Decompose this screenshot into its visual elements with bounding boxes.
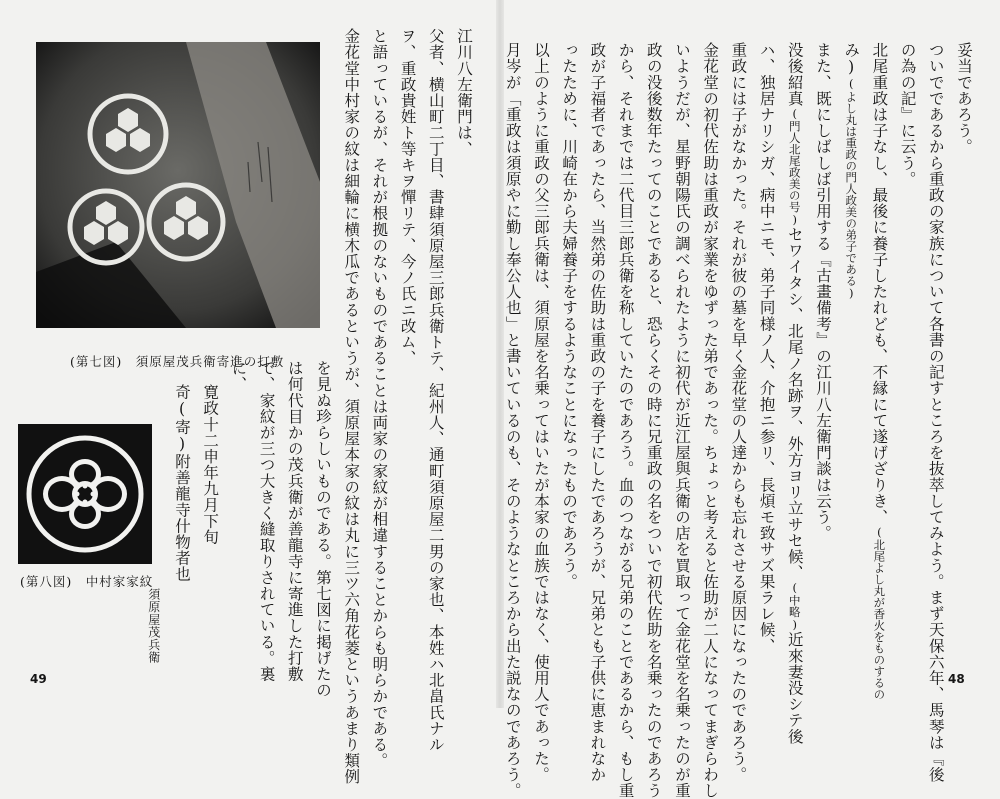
text-line: 寛政十二申年九月下旬 xyxy=(201,384,220,545)
left-page xyxy=(0,0,500,785)
figure-8-crest xyxy=(18,424,152,564)
text-line: 没後紹真(門人北尾政美の号)セワイタシ、北尾ノ名跡ヲ、外方ヨリ立サセ候、(中略)近來妻没シテ後 xyxy=(785,42,804,745)
text-line: 政が子福者であったら、当然弟の佐助は重政の子を養子にしたであろうが、兄弟とも子供に恵まれなか xyxy=(588,42,607,783)
text-line: 父者、横山町二丁目、書肆須原屋三郎兵衛トテ、紀州人、通町須原屋二男の家也、本姓ハ北畠氏ナル xyxy=(426,28,445,753)
text-line: の為の記』に云う。 xyxy=(898,42,917,187)
text-line: み)(よし丸は重政の門人政美の弟子である) xyxy=(842,42,861,301)
text-line: から、それまでは二代目三郎兵衛を称していたのであろう。血のつながる兄弟のことであるから、もし重 xyxy=(616,42,635,799)
text-line: 妥当であろう。 xyxy=(955,42,973,155)
text-line: 重政には子がなかった。それが彼の墓を早く金花堂の人達からも忘れさせる原因になったのであろう。 xyxy=(729,42,748,783)
text-line: 以上のように重政の父三郎兵衛は、須原屋を名乗ってはいたが本家の血族ではなく、使用人であった。 xyxy=(531,42,550,783)
text-line: に、 xyxy=(229,360,248,393)
text-line: 政の没後数年たってのことであると、恐らくその時に兄重政の名をついで初代佐助を名乗ったのであろう xyxy=(644,42,663,799)
right-page xyxy=(500,0,1000,799)
text-line: 金花堂中村家の紋は細輪に横木瓜であるというが、須原屋本家の紋は丸に三ツ六角花菱というあまり類例 xyxy=(342,28,361,785)
text-line: を見ぬ珍らしいものである。第七図に掲げたの xyxy=(313,360,332,699)
text-line: ったために、川崎在から夫婦養子をするようなことになったものであろう。 xyxy=(560,42,579,590)
figure-7-caption: (第七図) 須原屋茂兵衛寄進の打敷 xyxy=(70,354,285,369)
text-line: で、家紋が三つ大きく縫取りされている。裏 xyxy=(257,360,276,682)
text-line: ヲ、重政貴姓ト等キヲ憚リテ、今ノ氏ニ改ム、 xyxy=(398,28,417,367)
text-line: ついでであるから重政の家族について各書の記すところを抜萃してみよう。まず天保六年、馬琴は『後 xyxy=(926,42,945,783)
text-line: 須原屋茂兵衛 xyxy=(146,588,161,664)
text-line: 金花堂の初代佐助は重政が家業をゆずった弟であった。ちょっと考えると佐助が二人になってまぎらわし xyxy=(701,42,720,799)
text-line: ハ、独居ナリシガ、病中ニモ、弟子同様ノ人、介抱ニ参リ、長煩モ致サズ果ラレ候、 xyxy=(757,42,776,654)
page-number: 49 xyxy=(30,672,47,686)
text-line: また、既にしばしば引用する『古畫備考』の江川八左衛門談は云う。 xyxy=(813,42,832,542)
page-number: 48 xyxy=(948,672,965,686)
text-line: 北尾重政は子なし、最後に養子したれども、不縁にて遂げざりき、(北尾よし丸が香火をものするの xyxy=(870,42,889,700)
text-line: 月岑が「重政は須原やに勤し奉公人也」と書いているのも、そのようなところから出た説なのであろう。 xyxy=(503,42,522,799)
text-line: 江川八左衛門は、 xyxy=(455,28,473,157)
text-line: と語っているが、それが根拠のないものであることは両家の家紋が相違することからも明らかである。 xyxy=(370,28,389,769)
text-line: いようだが、星野朝陽氏の調べられたように初代が近江屋與兵衛の店を買取って金花堂を名乗ったのが重 xyxy=(672,42,691,799)
figure-8-caption: (第八図) 中村家家紋 xyxy=(20,574,154,589)
text-line: は何代目かの茂兵衛が善龍寺に寄進した打敷 xyxy=(285,360,304,682)
text-line: 奇(寄)附善龍寺什物者也 xyxy=(172,384,191,583)
